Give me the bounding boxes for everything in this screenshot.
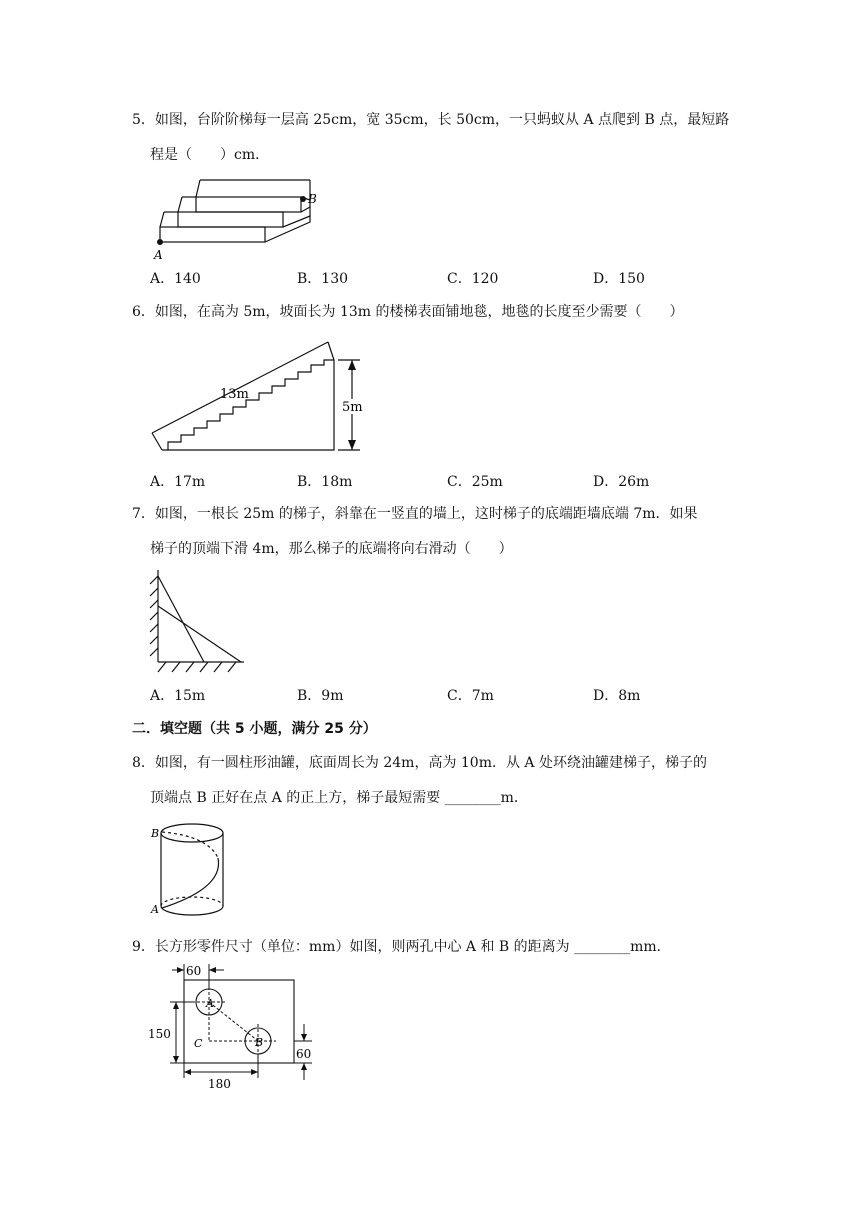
q6-staircase-figure [148,338,378,458]
q7-option-a: A．15m [150,688,206,704]
q6-option-c: C．25m [447,474,503,490]
q5-option-d: D．150 [593,271,645,287]
q7-text-line2: 梯子的顶端下滑 4m，那么梯子的底端将向右滑动（ ） [150,541,513,557]
q9-label-c: C [194,1037,203,1050]
q7-ladder-figure [146,566,250,678]
q8-label-b: B [151,827,160,840]
q8-text-line1: 8．如图，有一圆柱形油罐，底面周长为 24m，高为 10m．从 A 处环绕油罐建梯子，梯子的 [132,755,707,771]
q6-option-d: D．26m [593,474,650,490]
q5-label-b: B [308,192,317,206]
q6-height-label: 5m [342,400,363,415]
q9-dim-right: 60 [296,1047,312,1061]
q9-part-figure [144,962,324,1092]
q9-dim-top: 60 [186,964,202,978]
q8-text-line2: 顶端点 B 正好在点 A 的正上方，梯子最短需要 ________m． [150,790,528,806]
q9-dim-left: 150 [148,1027,171,1041]
q7-option-c: C．7m [447,688,494,704]
q5-option-a: A．140 [150,271,201,287]
q9-label-b: B [255,1036,264,1049]
q9-dim-bottom: 180 [208,1077,231,1091]
q5-option-b: B．130 [297,271,349,287]
q8-label-a: A [151,903,159,916]
q5-stairs-figure [150,172,330,262]
q6-option-b: B．18m [297,474,353,490]
section-title-fill-in: 二．填空题（共 5 小题，满分 25 分） [132,721,377,737]
q7-option-d: D．8m [593,688,641,704]
q8-cylinder-figure [148,818,238,922]
q5-label-a: A [154,248,163,262]
q6-slope-label: 13m [220,387,249,402]
q5-point-a [157,239,163,245]
q7-option-b: B．9m [297,688,344,704]
q7-text-line1: 7．如图，一根长 25m 的梯子，斜靠在一竖直的墙上，这时梯子的底端距墙底端 7m．如果 [132,506,698,522]
q5-point-b [300,196,306,202]
q6-text-line1: 6．如图，在高为 5m，坡面长为 13m 的楼梯表面铺地毯，地毯的长度至少需要（ ） [132,304,684,320]
q5-text-line1: 5．如图，台阶阶梯每一层高 25cm，宽 35cm，长 50cm，一只蚂蚁从 A 点爬到 B 点，最短路 [132,112,730,128]
q6-option-a: A．17m [150,474,206,490]
q9-label-a: A [206,997,214,1010]
q9-text-line1: 9．长方形零件尺寸（单位：mm）如图，则两孔中心 A 和 B 的距离为 ________mm． [132,939,671,955]
q5-option-c: C．120 [447,271,499,287]
q5-text-line2: 程是（ ）cm． [150,147,270,163]
